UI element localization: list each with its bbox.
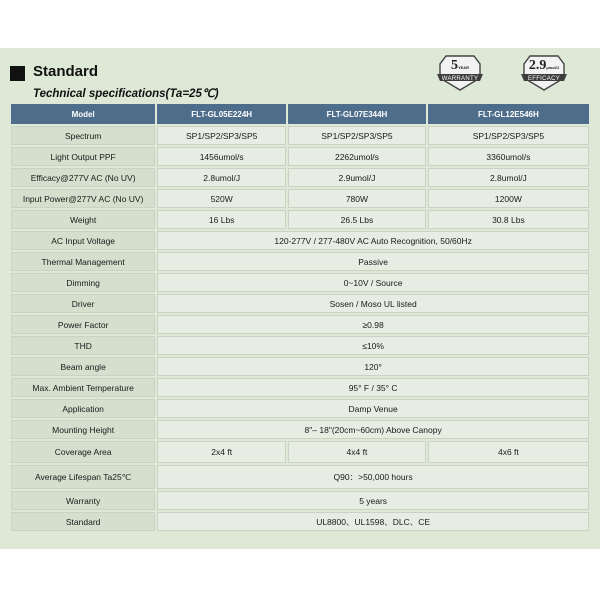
efficacy-label: EFFICACY xyxy=(527,76,561,82)
table-row xyxy=(11,189,589,208)
table-row xyxy=(11,294,589,313)
table-row xyxy=(11,231,589,250)
row-value: 0~10V / Source xyxy=(157,273,589,292)
row-value: 2.8umol/J xyxy=(428,168,589,187)
row-label: Standard xyxy=(11,512,155,531)
row-value: 520W xyxy=(157,189,286,208)
table-row xyxy=(11,336,589,355)
warranty-badge-icon xyxy=(436,52,484,94)
row-label: Driver xyxy=(11,294,155,313)
warranty-unit: YEAR xyxy=(457,65,470,70)
table-row xyxy=(11,126,589,145)
warranty-years: 5 xyxy=(450,58,458,73)
header-model-2: FLT-GL07E344H xyxy=(288,104,426,124)
table-row xyxy=(11,273,589,292)
header-model-1: FLT-GL05E224H xyxy=(157,104,286,124)
table-row xyxy=(11,357,589,376)
table-row xyxy=(11,420,589,439)
row-value: Sosen / Moso UL listed xyxy=(157,294,589,313)
row-value: 4x4 ft xyxy=(288,441,426,463)
row-value: 95° F / 35° C xyxy=(157,378,589,397)
spec-table-body xyxy=(11,126,589,531)
table-row xyxy=(11,168,589,187)
header-model-3: FLT-GL12E546H xyxy=(428,104,589,124)
square-bullet-icon xyxy=(10,66,25,81)
header-model: Model xyxy=(11,104,155,124)
table-row xyxy=(11,491,589,510)
row-value: ≥0.98 xyxy=(157,315,589,334)
page-subtitle: Technical specifications(Ta=25℃) xyxy=(33,88,219,100)
spec-table xyxy=(9,102,591,533)
table-row xyxy=(11,399,589,418)
row-value: SP1/SP2/SP3/SP5 xyxy=(288,126,426,145)
row-value: 2262umol/s xyxy=(288,147,426,166)
row-value: 5 years xyxy=(157,491,589,510)
row-label: Average Lifespan Ta25℃ xyxy=(11,465,155,489)
row-label: AC Input Voltage xyxy=(11,231,155,250)
table-row xyxy=(11,441,589,463)
row-value: 2.8umol/J xyxy=(157,168,286,187)
row-label: Application xyxy=(11,399,155,418)
row-value: Passive xyxy=(157,252,589,271)
table-row xyxy=(11,252,589,271)
row-label: Power Factor xyxy=(11,315,155,334)
row-value: 780W xyxy=(288,189,426,208)
row-value: 1456umol/s xyxy=(157,147,286,166)
row-label: Dimming xyxy=(11,273,155,292)
row-value: 4x6 ft xyxy=(428,441,589,463)
row-label: Thermal Management xyxy=(11,252,155,271)
row-value: UL8800、UL1598、DLC、CE xyxy=(157,512,589,531)
row-value: 3360umol/s xyxy=(428,147,589,166)
row-value: ≤10% xyxy=(157,336,589,355)
row-label: Light Output PPF xyxy=(11,147,155,166)
row-value: 2x4 ft xyxy=(157,441,286,463)
row-value: SP1/SP2/SP3/SP5 xyxy=(157,126,286,145)
table-row xyxy=(11,315,589,334)
row-value: 1200W xyxy=(428,189,589,208)
row-label: Efficacy@277V AC (No UV) xyxy=(11,168,155,187)
table-row xyxy=(11,512,589,531)
row-value: 8"– 18"(20cm~60cm) Above Canopy xyxy=(157,420,589,439)
efficacy-badge-icon xyxy=(520,52,568,94)
row-value: 30.8 Lbs xyxy=(428,210,589,229)
row-label: THD xyxy=(11,336,155,355)
row-label: Warranty xyxy=(11,491,155,510)
row-value: 120-277V / 277-480V AC Auto Recognition, 50/60Hz xyxy=(157,231,589,250)
table-row xyxy=(11,147,589,166)
table-row xyxy=(11,465,589,489)
efficacy-value: 2.9 xyxy=(528,58,547,73)
row-label: Spectrum xyxy=(11,126,155,145)
table-row xyxy=(11,378,589,397)
table-row xyxy=(11,210,589,229)
row-value: Damp Venue xyxy=(157,399,589,418)
efficacy-unit: µmol/J xyxy=(546,65,560,70)
row-value: 26.5 Lbs xyxy=(288,210,426,229)
page-title: Standard xyxy=(33,63,99,80)
row-value: 16 Lbs xyxy=(157,210,286,229)
row-value: Q90：>50,000 hours xyxy=(157,465,589,489)
row-label: Beam angle xyxy=(11,357,155,376)
row-label: Max. Ambient Temperature xyxy=(11,378,155,397)
row-label: Weight xyxy=(11,210,155,229)
row-label: Mounting Height xyxy=(11,420,155,439)
row-label: Coverage Area xyxy=(11,441,155,463)
row-label: Input Power@277V AC (No UV) xyxy=(11,189,155,208)
warranty-label: WARRANTY xyxy=(441,76,479,82)
row-value: SP1/SP2/SP3/SP5 xyxy=(428,126,589,145)
row-value: 2.9umol/J xyxy=(288,168,426,187)
header-row xyxy=(11,104,589,124)
row-value: 120° xyxy=(157,357,589,376)
